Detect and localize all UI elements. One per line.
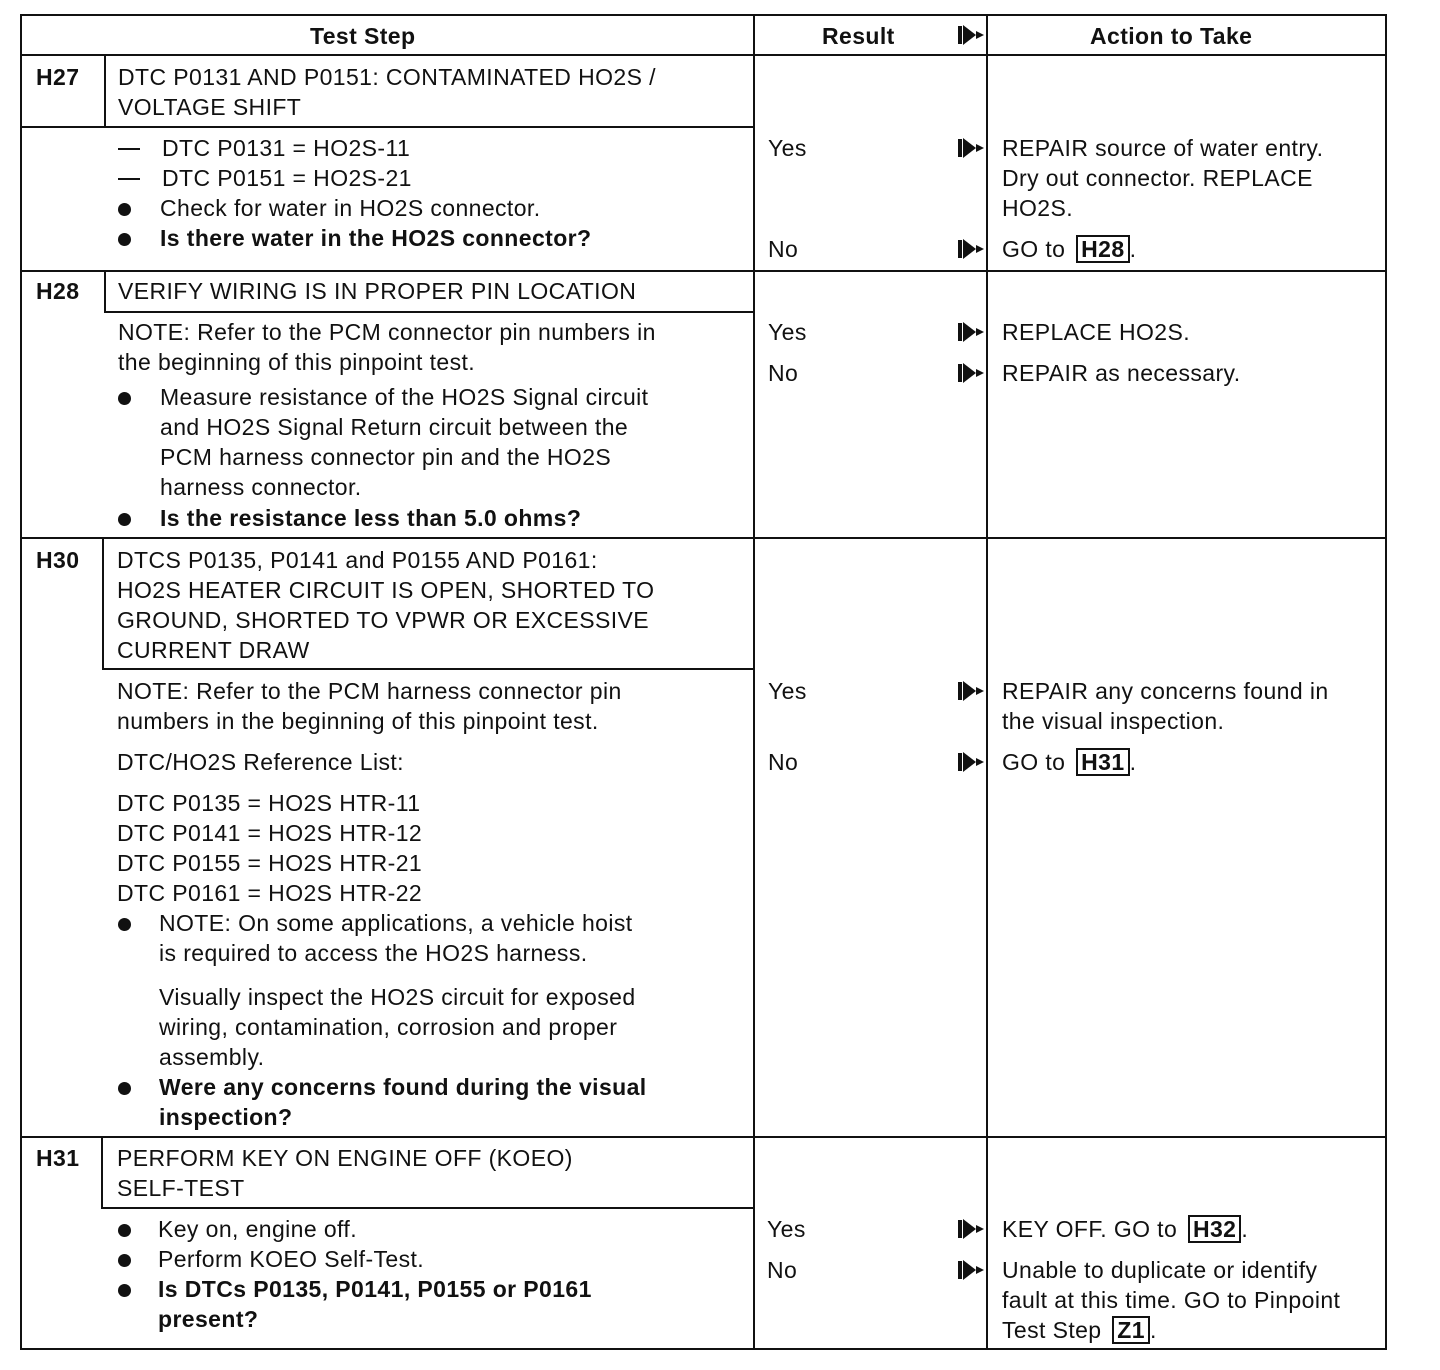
h31-id-divider [101, 1137, 103, 1208]
h27-yes-action-3: HO2S. [1002, 195, 1074, 221]
h30-id-divider [102, 538, 104, 669]
table-border-left [20, 14, 22, 1350]
h30-row-divider [20, 537, 1387, 539]
h30-ref-3: DTC P0155 = HO2S HTR-21 [117, 850, 423, 876]
go-to-text: GO to [1002, 236, 1073, 262]
h30-yes-action-2: the visual inspection. [1002, 708, 1225, 734]
step-id-h28: H28 [36, 278, 80, 304]
h27-yes-action-2: Dry out connector. REPLACE [1002, 165, 1313, 191]
h30-no-action [1002, 747, 1136, 777]
period: . [1149, 1317, 1157, 1343]
h31-row-divider [20, 1136, 1387, 1138]
h28-measure-3: PCM harness connector pin and the HO2S [160, 444, 612, 470]
dash-icon [118, 148, 140, 150]
h27-ref-2: DTC P0151 = HO2S-21 [162, 165, 412, 191]
h30-note-line-1: NOTE: Refer to the PCM harness connector pin [117, 678, 622, 704]
table-border-right [1385, 14, 1387, 1350]
h27-yes: Yes [768, 135, 807, 161]
h30-question-1: Were any concerns found during the visual [159, 1074, 647, 1100]
result-arrow-icon [958, 1260, 984, 1280]
bullet-icon [118, 1082, 131, 1095]
h30-inspect-3: assembly. [159, 1044, 265, 1070]
column-divider-action [986, 14, 988, 1350]
period: . [1241, 1216, 1249, 1242]
h30-ref-4: DTC P0161 = HO2S HTR-22 [117, 880, 423, 906]
h30-title-divider [102, 668, 755, 670]
h30-inspect-1: Visually inspect the HO2S circuit for exposed [159, 984, 636, 1010]
h28-question: Is the resistance less than 5.0 ohms? [160, 505, 582, 531]
h27-id-divider [104, 55, 106, 127]
h30-no: No [768, 749, 799, 775]
h27-no: No [768, 236, 799, 262]
h31-no: No [767, 1257, 798, 1283]
h28-id-divider [104, 270, 106, 312]
h27-title-line-1: DTC P0131 AND P0151: CONTAMINATED HO2S / [118, 64, 656, 90]
h31-title-divider [101, 1207, 755, 1209]
h27-title-line-2: VOLTAGE SHIFT [118, 94, 302, 120]
h31-title-line-2: SELF-TEST [117, 1175, 245, 1201]
result-arrow-icon [958, 239, 984, 259]
column-divider-result [753, 14, 755, 1350]
h27-check: Check for water in HO2S connector. [160, 195, 541, 221]
h31-no-action-2: fault at this time. GO to Pinpoint [1002, 1287, 1341, 1313]
h28-no: No [768, 360, 799, 386]
h31-step-2: Perform KOEO Self-Test. [158, 1246, 425, 1272]
h27-yes-action-1: REPAIR source of water entry. [1002, 135, 1324, 161]
header-action: Action to Take [1090, 23, 1253, 49]
result-arrow-icon [958, 322, 984, 342]
h28-title-divider [104, 311, 755, 313]
key-off-go-to-text: KEY OFF. GO to [1002, 1216, 1184, 1242]
bullet-icon [118, 1284, 131, 1297]
h31-question-1: Is DTCs P0135, P0141, P0155 or P0161 [158, 1276, 592, 1302]
bullet-icon [118, 1254, 131, 1267]
step-id-h27: H27 [36, 64, 80, 90]
result-arrow-icon [958, 681, 984, 701]
result-arrow-icon [958, 25, 984, 45]
h31-no-action-1: Unable to duplicate or identify [1002, 1257, 1318, 1283]
bullet-icon [118, 392, 131, 405]
header-result: Result [822, 23, 895, 49]
h30-hoist-note-1: NOTE: On some applications, a vehicle hoist [159, 910, 633, 936]
h30-note-line-2: numbers in the beginning of this pinpoint test. [117, 708, 599, 734]
h31-question-2: present? [158, 1306, 259, 1332]
h30-hoist-note-2: is required to access the HO2S harness. [159, 940, 588, 966]
h30-inspect-2: wiring, contamination, corrosion and proper [159, 1014, 618, 1040]
h28-yes: Yes [768, 319, 807, 345]
h28-no-action: REPAIR as necessary. [1002, 360, 1241, 386]
h30-title-line-1: DTCS P0135, P0141 and P0155 AND P0161: [117, 547, 598, 573]
table-border-top [20, 14, 1387, 16]
bullet-icon [118, 513, 131, 526]
step-ref-link-z1[interactable]: Z1 [1112, 1316, 1150, 1344]
h28-note-line-2: the beginning of this pinpoint test. [118, 349, 476, 375]
h30-title-line-3: GROUND, SHORTED TO VPWR OR EXCESSIVE [117, 607, 649, 633]
h30-ref-list-title: DTC/HO2S Reference List: [117, 749, 404, 775]
period: . [1129, 236, 1137, 262]
h28-measure-1: Measure resistance of the HO2S Signal circuit [160, 384, 649, 410]
bullet-icon [118, 203, 131, 216]
step-ref-link-h28[interactable]: H28 [1076, 235, 1129, 263]
table-border-bottom [20, 1348, 1387, 1350]
h30-question-2: inspection? [159, 1104, 293, 1130]
h31-step-1: Key on, engine off. [158, 1216, 357, 1242]
h31-title-line-1: PERFORM KEY ON ENGINE OFF (KOEO) [117, 1145, 573, 1171]
go-to-text: GO to [1002, 749, 1073, 775]
result-arrow-icon [958, 363, 984, 383]
header-divider [20, 54, 1387, 56]
h28-row-divider [20, 270, 1387, 272]
test-step-text: Test Step [1002, 1317, 1109, 1343]
h27-question: Is there water in the HO2S connector? [160, 225, 592, 251]
h31-yes: Yes [767, 1216, 806, 1242]
h30-ref-2: DTC P0141 = HO2S HTR-12 [117, 820, 423, 846]
h30-title-line-2: HO2S HEATER CIRCUIT IS OPEN, SHORTED TO [117, 577, 655, 603]
h30-yes: Yes [768, 678, 807, 704]
step-id-h31: H31 [36, 1145, 80, 1171]
step-ref-link-h32[interactable]: H32 [1188, 1215, 1241, 1243]
period: . [1129, 749, 1137, 775]
bullet-icon [118, 233, 131, 246]
h28-measure-2: and HO2S Signal Return circuit between the [160, 414, 629, 440]
bullet-icon [118, 918, 131, 931]
h27-ref-1: DTC P0131 = HO2S-11 [162, 135, 411, 161]
h27-title-divider [20, 126, 755, 128]
h28-yes-action: REPLACE HO2S. [1002, 319, 1190, 345]
h30-title-line-4: CURRENT DRAW [117, 637, 310, 663]
h28-title: VERIFY WIRING IS IN PROPER PIN LOCATION [118, 278, 637, 304]
h27-no-action [1002, 234, 1136, 264]
result-arrow-icon [958, 1219, 984, 1239]
step-id-h30: H30 [36, 547, 80, 573]
header-test-step: Test Step [310, 23, 416, 49]
bullet-icon [118, 1224, 131, 1237]
result-arrow-icon [958, 752, 984, 772]
step-ref-link-h31[interactable]: H31 [1076, 748, 1129, 776]
h31-yes-action [1002, 1214, 1248, 1244]
h28-note-line-1: NOTE: Refer to the PCM connector pin numbers in [118, 319, 656, 345]
dash-icon [118, 178, 140, 180]
h30-yes-action-1: REPAIR any concerns found in [1002, 678, 1329, 704]
h30-ref-1: DTC P0135 = HO2S HTR-11 [117, 790, 421, 816]
h28-measure-4: harness connector. [160, 474, 362, 500]
h31-no-action-3 [1002, 1315, 1157, 1345]
result-arrow-icon [958, 138, 984, 158]
